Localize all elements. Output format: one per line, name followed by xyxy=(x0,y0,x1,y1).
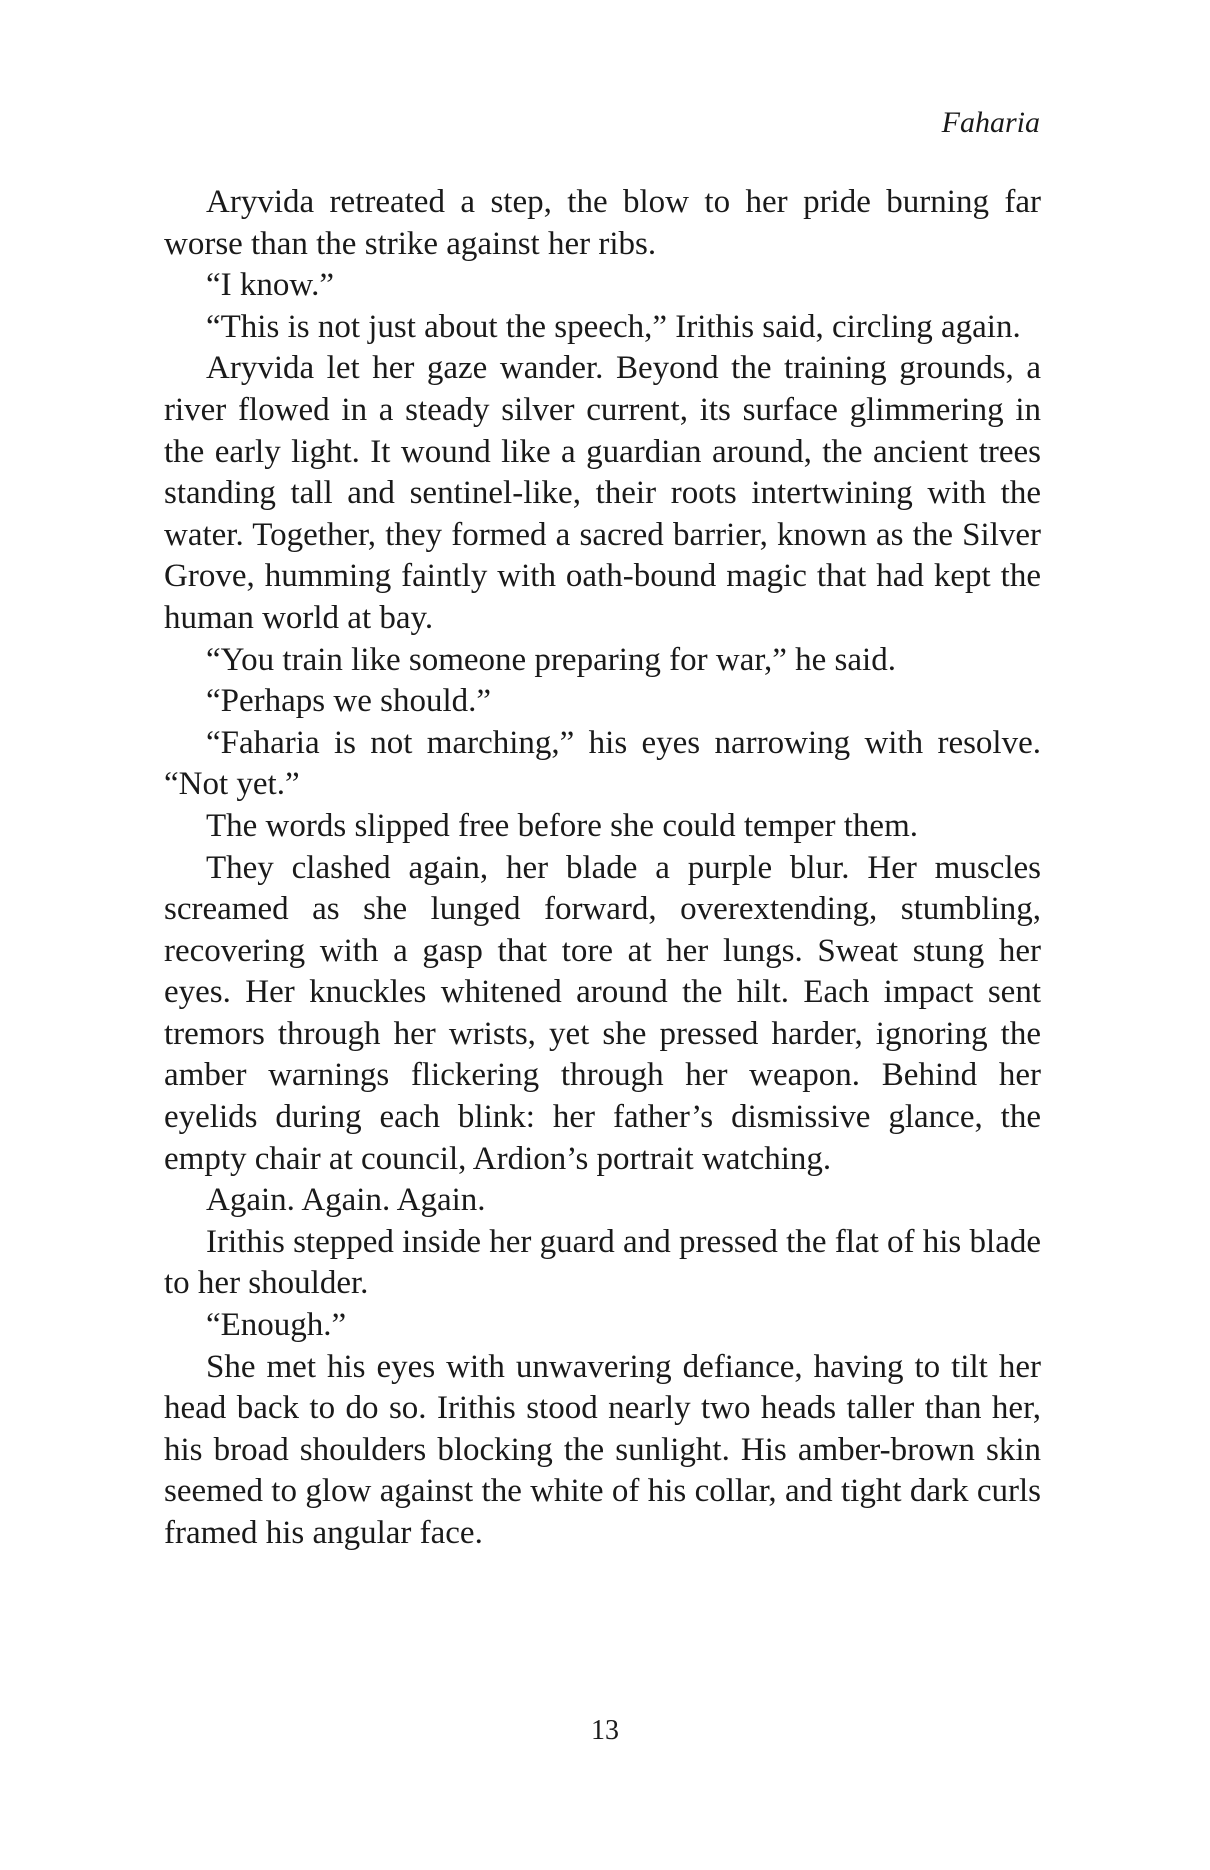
paragraph: Aryvida let her gaze wander. Beyond the training grounds, a river flowed in a steady silver current, its surface glimmering in the early light. It wound like a guardian around, the ancient trees standing tall and sentinel-like, their roots intertwining with the water. Together, they formed a sacred barrier, known as the Silver Grove, humming faintly with oath-bound magic that had kept the human world at bay. xyxy=(164,350,1041,636)
paragraph: “Enough.” xyxy=(206,1307,347,1344)
paragraph: “Perhaps we should.” xyxy=(206,683,492,720)
paragraph: They clashed again, her blade a purple blur. Her muscles screamed as she lunged forward, overextending, stumbling, recovering with a gasp that tore at her lungs. Sweat stung her eyes. Her knuckles whitened around the hilt. Each impact sent tremors through her wrists, yet she pressed harder, ignoring the amber warnings flickering through her weapon. Behind her eyelids during each blink: her father’s dismissive glance, the empty chair at council, Ardion’s portrait watching. xyxy=(164,849,1041,1177)
paragraph: “I know.” xyxy=(206,267,334,304)
paragraph: Again. Again. Again. xyxy=(206,1182,486,1219)
paragraph: She met his eyes with unwavering defiance, having to tilt her head back to do so. Irithis stood nearly two heads taller than her, his broad shoulders blocking the sunlight. His amber-brown skin seemed to glow against the white of his collar, and tight dark curls framed his angular face. xyxy=(164,1348,1041,1551)
page-number: 13 xyxy=(591,1715,619,1746)
paragraph: Aryvida retreated a step, the blow to her pride burning far worse than the strike against her ribs. xyxy=(164,184,1041,262)
paragraph: The words slipped free before she could temper them. xyxy=(206,807,918,844)
running-head: Faharia xyxy=(941,106,1040,139)
paragraph: “You train like someone preparing for war,” he said. xyxy=(206,641,896,678)
paragraph: “Faharia is not marching,” his eyes narrowing with resolve. “Not yet.” xyxy=(164,724,1041,803)
paragraph: “This is not just about the speech,” Irithis said, circling again. xyxy=(206,308,1021,345)
body-text xyxy=(164,182,1041,1555)
paragraph: Irithis stepped inside her guard and pressed the flat of his blade to her shoulder. xyxy=(164,1223,1041,1302)
